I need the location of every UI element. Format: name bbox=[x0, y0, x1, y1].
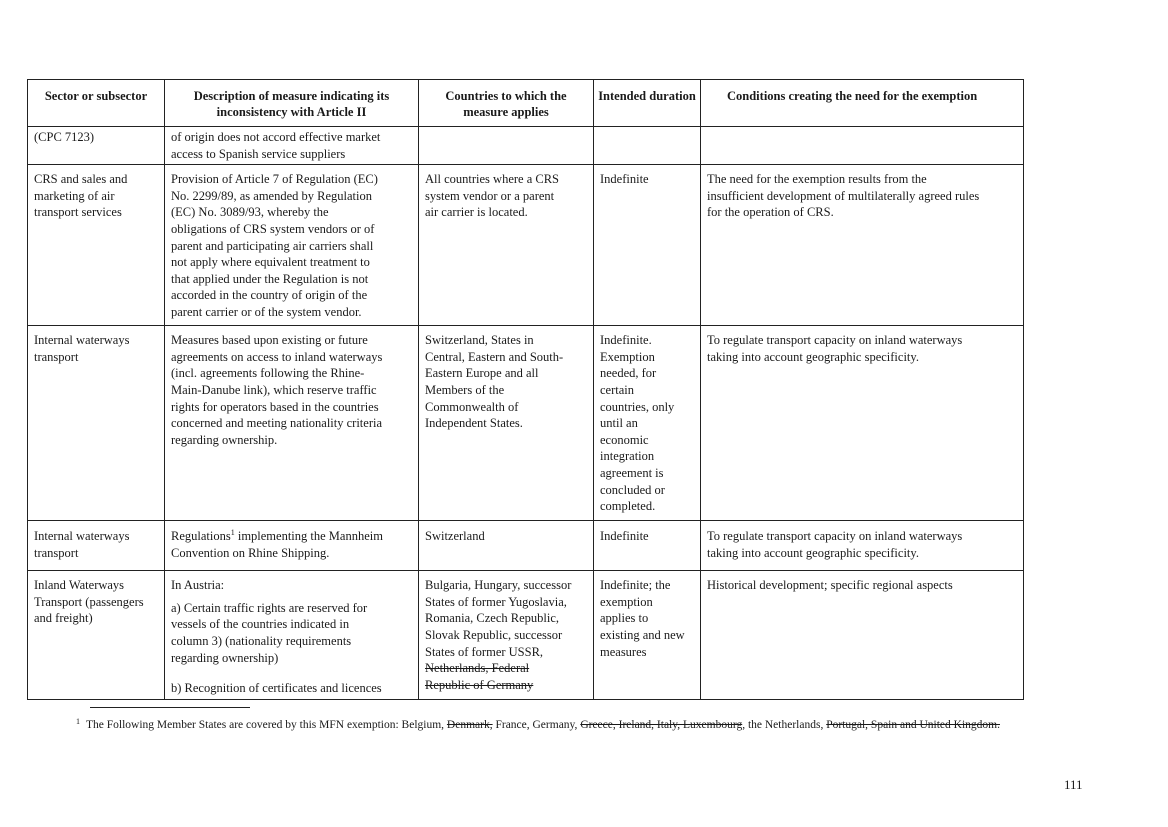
footnote-reference: 1 bbox=[230, 528, 235, 538]
header-sector: Sector or subsector bbox=[28, 80, 165, 127]
table-row-continuation bbox=[28, 127, 1024, 165]
text-line: insufficient development of multilaterally agreed rules bbox=[707, 188, 980, 203]
table-row-crs bbox=[28, 165, 1024, 326]
text-line: The need for the exemption results from the bbox=[707, 172, 927, 187]
header-description: Description of measure indicating its inconsistency with Article II bbox=[165, 80, 419, 127]
text-line: parent carrier or of the system vendor. bbox=[171, 304, 362, 319]
struck-text-line: Republic of Germany bbox=[425, 677, 534, 692]
footnote-mid-1: France, Germany, bbox=[492, 719, 581, 731]
text-line: that applied under the Regulation is not bbox=[171, 271, 369, 286]
cell-countries bbox=[419, 165, 594, 326]
text-line: Measures based upon existing or future bbox=[171, 333, 368, 348]
text-line: measures bbox=[600, 644, 647, 659]
cell-duration bbox=[594, 571, 701, 700]
text-line: Inland Waterways bbox=[34, 578, 125, 593]
text-line: Members of the bbox=[425, 382, 505, 397]
text-line: CRS and sales and bbox=[34, 172, 128, 187]
exemptions-table bbox=[27, 79, 1024, 700]
text-line bbox=[171, 528, 413, 545]
text-line: integration bbox=[600, 449, 655, 464]
text-line: Central, Eastern and South- bbox=[425, 349, 564, 364]
text-line: existing and new bbox=[600, 627, 685, 642]
text-line: Indefinite. bbox=[600, 333, 652, 348]
header-conditions: Conditions creating the need for the exemption bbox=[701, 80, 1024, 127]
text-line: for the operation of CRS. bbox=[707, 205, 834, 220]
text-line: Provision of Article 7 of Regulation (EC) bbox=[171, 172, 378, 187]
text-line: transport bbox=[34, 349, 79, 364]
cell-sector: (CPC 7123) bbox=[28, 127, 165, 165]
header-duration: Intended duration bbox=[594, 80, 701, 127]
cell-sector bbox=[28, 326, 165, 521]
text-line: Main-Danube link), which reserve traffic bbox=[171, 382, 377, 397]
cell-sector bbox=[28, 571, 165, 700]
text-line: Exemption bbox=[600, 349, 655, 364]
regulations-rest: implementing the Mannheim bbox=[234, 529, 383, 544]
text-line: Romania, Czech Republic, bbox=[425, 611, 559, 626]
text-line: agreements on access to inland waterways bbox=[171, 349, 383, 364]
page-number: 111 bbox=[1064, 777, 1083, 792]
cell-conditions bbox=[701, 521, 1024, 571]
text-line: Slovak Republic, successor bbox=[425, 627, 563, 642]
struck-text-line: Netherlands, Federal bbox=[425, 661, 530, 676]
cell-conditions bbox=[701, 127, 1024, 165]
text-line: until an bbox=[600, 416, 638, 431]
cell-description bbox=[165, 571, 419, 700]
table-row-inland-waterways bbox=[28, 571, 1024, 700]
cell-sector bbox=[28, 165, 165, 326]
regulations-word: Regulations bbox=[171, 529, 231, 544]
text-line: countries, only bbox=[600, 399, 675, 414]
table-row-internal-waterways-mannheim bbox=[28, 521, 1024, 571]
text-line: Indefinite; the bbox=[600, 578, 671, 593]
footnote bbox=[76, 719, 1000, 731]
text-line: Switzerland, States in bbox=[425, 333, 534, 348]
text-line: rights for operators based in the countries bbox=[171, 399, 379, 414]
text-line: a) Certain traffic rights are reserved for bbox=[171, 600, 368, 615]
cell-conditions: Historical development; specific regional aspects bbox=[701, 571, 1024, 700]
cell-countries bbox=[419, 326, 594, 521]
text-line: agreement is bbox=[600, 465, 664, 480]
cell-sector bbox=[28, 521, 165, 571]
footnote-prefix: The Following Member States are covered by this MFN exemption: Belgium, bbox=[86, 719, 447, 731]
text-line: States of former Yugoslavia, bbox=[425, 594, 567, 609]
text-line: Independent States. bbox=[425, 416, 523, 431]
text-line: (incl. agreements following the Rhine- bbox=[171, 366, 365, 381]
cell-countries bbox=[419, 127, 594, 165]
header-countries: Countries to which the measure applies bbox=[419, 80, 594, 127]
cell-description bbox=[165, 326, 419, 521]
text-line: Internal waterways bbox=[34, 333, 130, 348]
text-line: accorded in the country of origin of the bbox=[171, 288, 368, 303]
text-line: system vendor or a parent bbox=[425, 188, 555, 203]
text-line: All countries where a CRS bbox=[425, 172, 560, 187]
text-line: applies to bbox=[600, 611, 649, 626]
text-line: vessels of the countries indicated in bbox=[171, 617, 350, 632]
text-line: of origin does not accord effective market bbox=[171, 130, 381, 144]
text-line: transport bbox=[34, 545, 79, 560]
cell-countries bbox=[419, 571, 594, 700]
text-line: To regulate transport capacity on inland waterways bbox=[707, 333, 963, 348]
text-line: and freight) bbox=[34, 611, 93, 626]
text-line: taking into account geographic specificity. bbox=[707, 349, 919, 364]
text-line: transport services bbox=[34, 205, 122, 220]
text-line: certain bbox=[600, 382, 635, 397]
text-line: parent and participating air carriers shall bbox=[171, 238, 374, 253]
text-line: concluded or bbox=[600, 482, 665, 497]
text-line: Eastern Europe and all bbox=[425, 366, 539, 381]
footnote-struck-2: Greece, Ireland, Italy, Luxembourg bbox=[580, 719, 743, 731]
text-line: States of former USSR, bbox=[425, 644, 544, 659]
text-line: regarding ownership. bbox=[171, 432, 278, 447]
text-line: Internal waterways bbox=[34, 529, 130, 544]
text-line: marketing of air bbox=[34, 188, 115, 203]
text-line: Transport (passengers bbox=[34, 594, 144, 609]
text-line: column 3) (nationality requirements bbox=[171, 633, 352, 648]
footnote-divider bbox=[90, 707, 250, 708]
table-row-internal-waterways bbox=[28, 326, 1024, 521]
text-line: concerned and meeting nationality criteria bbox=[171, 416, 383, 431]
text-line: Convention on Rhine Shipping. bbox=[171, 545, 330, 560]
text-line: obligations of CRS system vendors or of bbox=[171, 221, 375, 236]
text-line: taking into account geographic specificity. bbox=[707, 545, 919, 560]
text-line: b) Recognition of certificates and licences bbox=[171, 681, 382, 696]
footnote-struck-3: Portugal, Spain and United Kingdom. bbox=[826, 719, 1000, 731]
footnote-struck-1: Denmark, bbox=[446, 719, 493, 731]
text-line: access to Spanish service suppliers bbox=[171, 146, 346, 161]
text-line: air carrier is located. bbox=[425, 205, 528, 220]
cell-conditions bbox=[701, 165, 1024, 326]
text-line: not apply where equivalent treatment to bbox=[171, 255, 370, 270]
footnote-marker: 1 bbox=[76, 717, 80, 726]
text-line: (EC) No. 3089/93, whereby the bbox=[171, 205, 329, 220]
text-line: needed, for bbox=[600, 366, 657, 381]
text-line: economic bbox=[600, 432, 649, 447]
text-line: To regulate transport capacity on inland waterways bbox=[707, 529, 963, 544]
text-line: exemption bbox=[600, 594, 653, 609]
cell-countries: Switzerland bbox=[419, 521, 594, 571]
text-line: completed. bbox=[600, 499, 656, 514]
cell-description bbox=[165, 521, 419, 571]
text-line: Bulgaria, Hungary, successor bbox=[425, 578, 572, 593]
cell-duration: Indefinite bbox=[594, 165, 701, 326]
header-row bbox=[28, 80, 1024, 127]
footnote-mid-2: , the Netherlands, bbox=[742, 719, 827, 731]
text-line: No. 2299/89, as amended by Regulation bbox=[171, 188, 373, 203]
text-line: Commonwealth of bbox=[425, 399, 519, 414]
cell-duration bbox=[594, 127, 701, 165]
text-line: In Austria: bbox=[171, 578, 225, 593]
cell-duration bbox=[594, 326, 701, 521]
text-line: regarding ownership) bbox=[171, 650, 279, 665]
cell-description bbox=[165, 127, 419, 165]
cell-duration: Indefinite bbox=[594, 521, 701, 571]
cell-conditions bbox=[701, 326, 1024, 521]
cell-description bbox=[165, 165, 419, 326]
